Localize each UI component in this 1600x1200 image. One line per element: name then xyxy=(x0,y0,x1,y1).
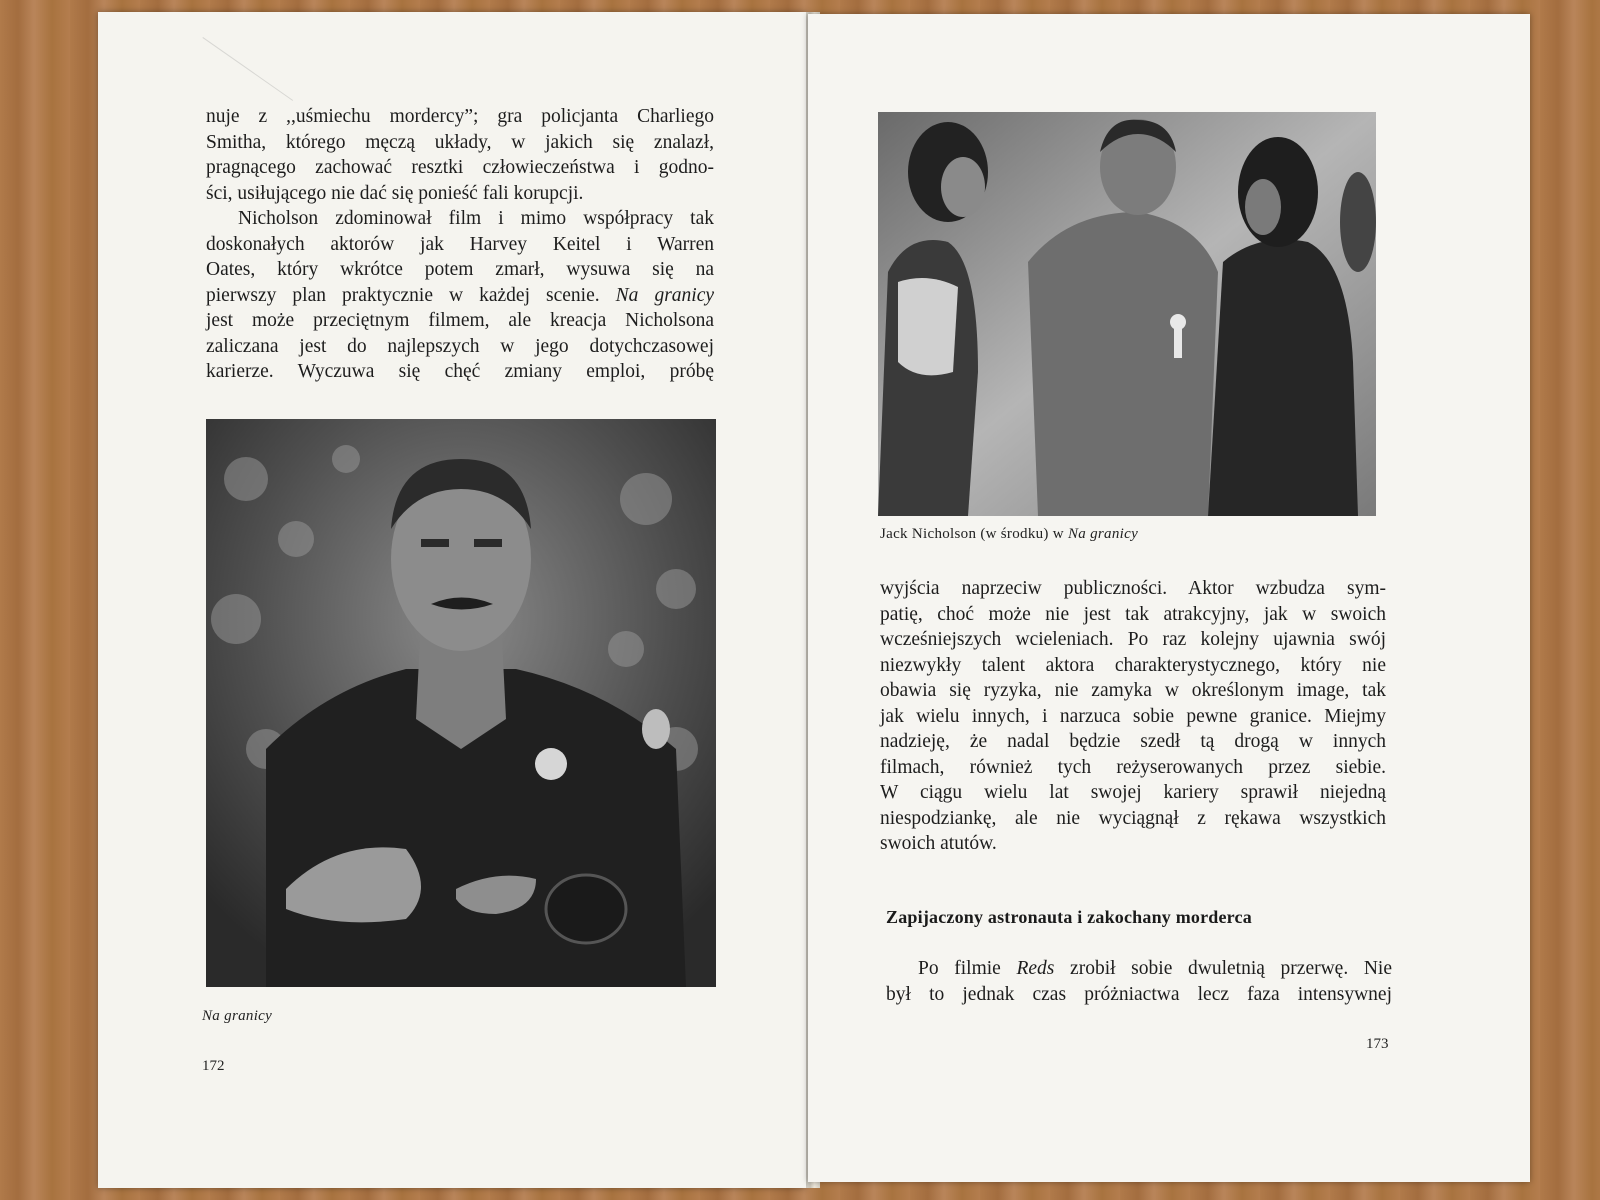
text-line: ści, usiłującego nie dać się ponieść fali korupcji. xyxy=(206,182,584,204)
portrait-photo xyxy=(206,419,716,987)
text-line: obawia się ryzyka, nie zamyka w określonym image, tak xyxy=(880,680,1386,701)
text-line: W ciągu wielu lat swojej kariery sprawił niejedną xyxy=(880,782,1386,803)
text-line: pragnącego zachować resztki człowieczeństwa i godno- xyxy=(206,157,714,178)
text-line-with-title xyxy=(886,956,1392,982)
text-line: Oates, który wkrótce potem zmarł, wysuwa się na xyxy=(206,259,714,280)
caption-text: Jack Nicholson (w środku) w xyxy=(880,526,1064,542)
photo-caption xyxy=(880,526,1138,543)
text-line-part: pierwszy plan praktycznie w każdej scenie. xyxy=(206,284,600,306)
photo-caption: Na granicy xyxy=(202,1008,273,1024)
text-line: wcześniejszych wcieleniach. Po raz kolejny ujawnia swój xyxy=(880,629,1386,650)
text-line: jak wielu innych, i narzuca sobie pewne granice. Miejmy xyxy=(880,705,1386,727)
caption-film-title: Na granicy xyxy=(1067,526,1139,542)
text-line: niezwykły talent aktora charakterystycznego, który nie xyxy=(880,654,1386,676)
text-line: swoich atutów. xyxy=(880,833,997,854)
text-line: patię, choć może nie jest tak atrakcyjny, jak w swoich xyxy=(880,603,1386,625)
text-line: niespodziankę, ale nie wyciągnął z rękawa wszystkich xyxy=(880,807,1386,829)
text-line: zaliczana jest do najlepszych w jego dotychczasowej xyxy=(206,335,714,357)
text-line: Nicholson zdominował film i mimo współpracy tak xyxy=(238,208,714,229)
text-line-part: zrobił sobie dwuletnią przerwę. Nie xyxy=(1070,958,1393,979)
text-line: Smitha, którego męczą układy, w jakich się znalazł, xyxy=(206,131,714,153)
section-heading: Zapijaczony astronauta i zakochany morderca xyxy=(886,907,1252,927)
text-line: nuje z ,,uśmiechu mordercy”; gra policjanta Charliego xyxy=(206,106,714,127)
text-line-part: Po filmie xyxy=(918,958,1001,979)
text-line: nadzieję, że nadal będzie szedł tą drogą w innych xyxy=(880,731,1386,752)
film-title: Na granicy xyxy=(615,284,715,306)
page-number: 172 xyxy=(202,1058,225,1074)
text-line: doskonałych aktorów jak Harvey Keitel i Warren xyxy=(206,233,714,255)
text-line-with-title xyxy=(206,283,714,309)
text-line: filmach, również tych reżyserowanych przez siebie. xyxy=(880,756,1386,778)
left-page xyxy=(98,12,806,1188)
text-line: jest może przeciętnym filmem, ale kreacja Nicholsona xyxy=(206,310,714,331)
right-text-block xyxy=(880,576,1386,857)
page-number: 173 xyxy=(1366,1036,1389,1052)
left-text-block xyxy=(206,104,714,385)
text-line: wyjścia naprzeciw publiczności. Aktor wzbudza sym- xyxy=(880,578,1386,599)
scene-photo xyxy=(878,112,1376,516)
right-page xyxy=(808,14,1530,1182)
text-line: karierze. Wyczuwa się chęć zmiany emploi, próbę xyxy=(206,361,714,382)
film-title: Reds xyxy=(1016,958,1055,979)
text-line: był to jednak czas próżniactwa lecz faza intensywnej xyxy=(886,983,1392,1005)
right-text-block-2 xyxy=(886,956,1392,1007)
